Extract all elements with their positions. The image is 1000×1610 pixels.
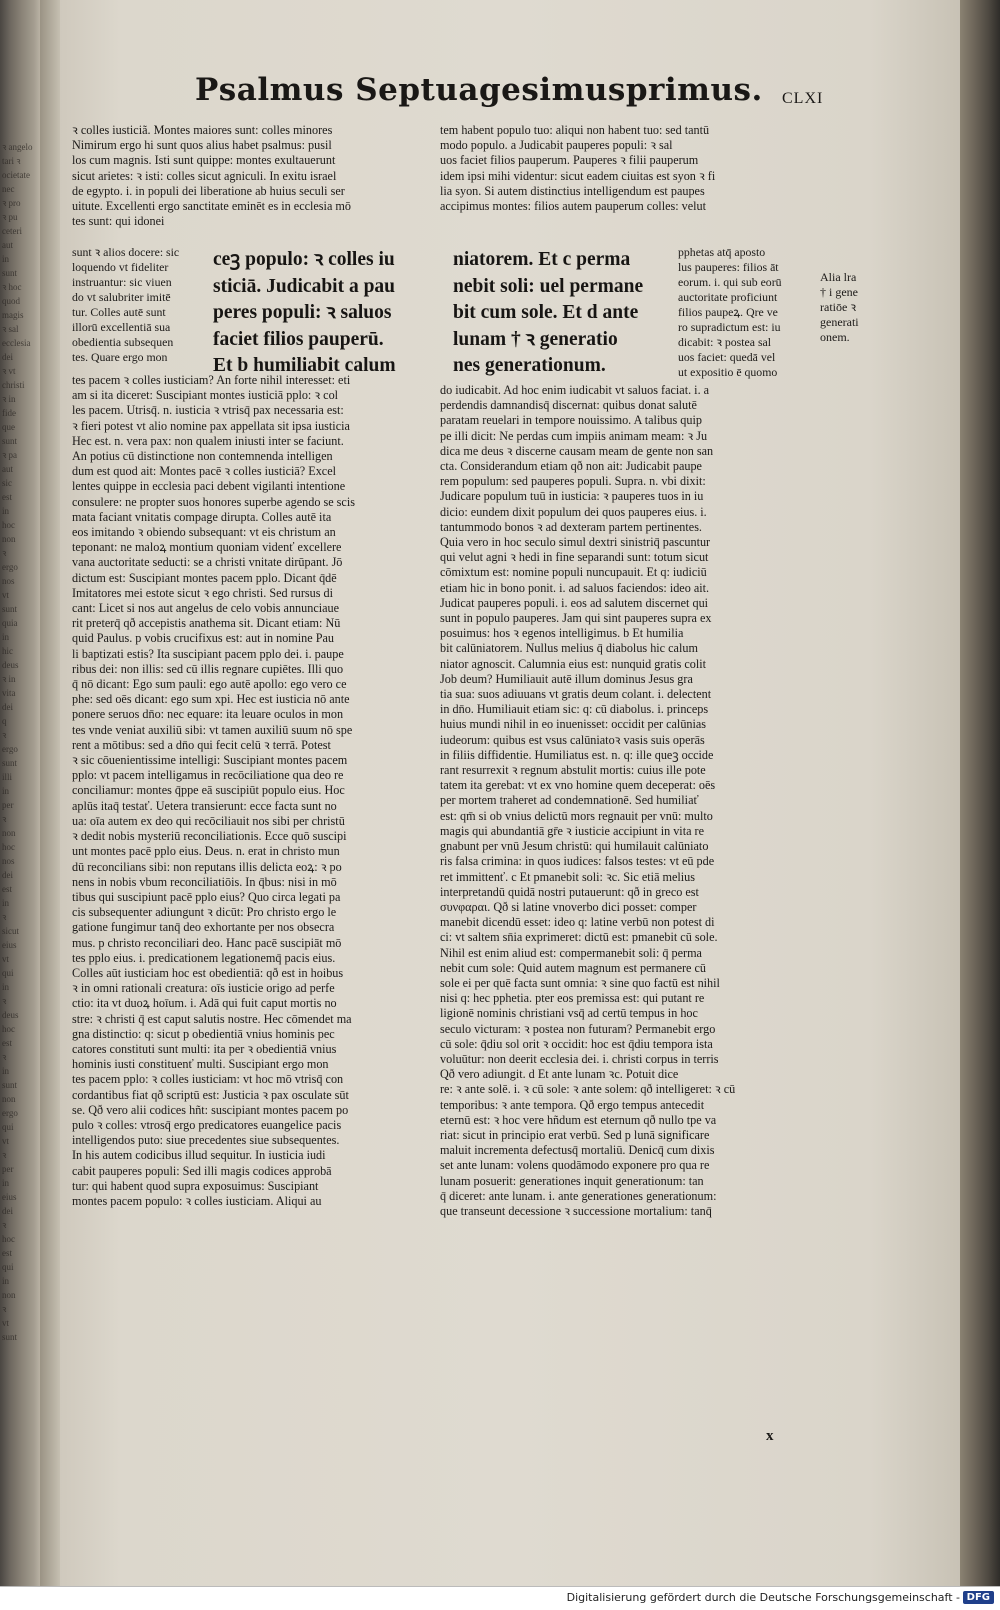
- prev-page-fragment: deus: [2, 1010, 19, 1020]
- text-line: † i gene: [820, 285, 858, 299]
- prev-page-fragment: non: [2, 1094, 16, 1104]
- text-line: onem.: [820, 330, 850, 344]
- right-column-commentary-top: [440, 123, 812, 245]
- text-line: modo populo. a Judicabit pauperes populi: ꝛ sal: [440, 138, 673, 153]
- prev-page-fragment: ꝛ: [2, 814, 7, 824]
- prev-page-fragment: aut: [2, 240, 13, 250]
- prev-page-fragment: ꝛ: [2, 1220, 7, 1230]
- text-line: rent a mōtibus: sed a dn̄o qui fecit celū ꝛ terrā. Potest: [72, 737, 331, 752]
- text-line: lunam posuerit: generationes inquit generationum: tan: [440, 1173, 704, 1188]
- left-column-commentary-side: [72, 245, 198, 373]
- prev-page-fragment: per: [2, 800, 14, 810]
- text-line: tes pacem ꝛ colles iusticiam? An forte nihil interesset: eti: [72, 373, 351, 387]
- text-line: dū reconcilians sibi: non reputans illis delicta eoꝝ: ꝛ po: [72, 859, 342, 874]
- text-line: pe illi dicit: Ne perdas cum impiis animam meam: ꝛ Ju: [440, 428, 708, 443]
- text-line: do iudicabit. Ad hoc enim iudicabit vt saluos faciat. i. a: [440, 383, 710, 397]
- prev-page-fragment: ergo: [2, 1108, 18, 1118]
- prev-page-fragment: est: [2, 1038, 12, 1048]
- folio-number: CLXI: [782, 90, 824, 107]
- prev-page-fragment: ꝛ pu: [2, 212, 18, 222]
- text-line: am si ita diceret: Suscipiant montes iusticiā pplo: ꝛ col: [72, 388, 339, 403]
- text-line: sunt ꝛ alios docere: sic: [72, 245, 180, 259]
- text-line: tes vnde veniat auxiliū sibi: vt tamen auxiliū suum nō spe: [72, 722, 353, 737]
- prev-page-fragment: in: [2, 786, 10, 796]
- text-line: Quia vero in hoc seculo simul dextri sinistriq̄ pascuntur: [440, 535, 711, 550]
- prev-page-fragment: non: [2, 1290, 16, 1300]
- text-line: se. Qð vero alii codices hñt: suscipiant montes pacem po: [72, 1102, 349, 1117]
- text-line: peres populi: ꝛ saluos: [213, 302, 392, 323]
- text-line: ratiōe ꝛ: [820, 300, 857, 314]
- text-line: niator agnoscit. Calumnia eius est: nunquid gratis colit: [440, 656, 707, 671]
- text-line: qui velut agni ꝛ hedi in fine separandi sunt: totum sicut: [440, 550, 709, 565]
- text-line: Nimirum ergo hi sunt quos alius habet psalmus: pusil: [72, 138, 332, 153]
- text-line: tem habent populo tuo: aliqui non habent tuo: sed tantū: [440, 123, 710, 137]
- prev-page-fragment: ꝛ pa: [2, 450, 18, 460]
- previous-page-text: [2, 140, 36, 1440]
- text-line: Nihil est enim aliud est: compermanebit soli: q̄ perma: [440, 945, 702, 960]
- text-line: les pacem. Utrisq̄. n. iusticia ꝛ vtrisq̄ pax necessaria est:: [72, 403, 344, 418]
- text-line: intelligendos puto: siue precedentes siue subsequentes.: [72, 1133, 340, 1148]
- text-line: Et b humiliabit calum: [213, 355, 396, 376]
- text-line: voluūtur: non deerit ecclesia dei. i. christi corpus in terris: [440, 1051, 719, 1066]
- text-line: gna distinctio: q: sicut p obedientiā vnius hominis pec: [72, 1026, 335, 1041]
- text-line: tatem ita gerebat: vt ex vno homine quem deceperat: oēs: [440, 778, 716, 793]
- prev-page-fragment: christi: [2, 380, 25, 390]
- text-line: nens in nobis vbum reconciliatiōis. In q̄bus: nisi in mō: [72, 874, 337, 889]
- text-line: ꝛ colles iusticiã. Montes maiores sunt: colles minores: [72, 123, 333, 137]
- text-line: do vt salubriter imitē: [72, 290, 171, 304]
- text-line: nisi q: hec pphetia. pter eos premissa est: qui putant re: [440, 991, 705, 1006]
- text-line: in dn̄o. Humiliauit etiam sic: q: cū diabolus. i. princeps: [440, 702, 709, 717]
- text-line: gnabunt per vnū Jesum christū: qui humilauit calūniato: [440, 839, 709, 854]
- text-line: ligionē nominis christiani vsq̄ ad certū tempus in hoc: [440, 1006, 698, 1021]
- text-line: uitute. Excellenti ergo sanctitate eminēt es in ecclesia mō: [72, 199, 351, 214]
- prev-page-fragment: illi: [2, 772, 13, 782]
- text-line: dictum est: Suscipiant montes pacem pplo. Dicant q̄dē: [72, 570, 337, 585]
- text-line: uos faciet: quedā vel: [678, 350, 776, 364]
- prev-page-fragment: ꝛ hoc: [2, 282, 22, 292]
- text-line: instruantur: sic viuen: [72, 275, 172, 289]
- text-line: unt montes pacē pplo eius. Deus. n. erat in christo mun: [72, 844, 340, 859]
- running-title: Psalmus Septuagesimusprimus.: [195, 72, 763, 108]
- text-line: cordantibus fiat qð scriptū est: Justicia ꝛ pax osculate sūt: [72, 1087, 349, 1102]
- text-line: tes pacem pplo: ꝛ colles iusticiam: vt hoc mō vtrisq̄ con: [72, 1072, 344, 1087]
- text-line: nes generationum.: [453, 355, 606, 376]
- page-stack-edge: [960, 0, 1000, 1586]
- prev-page-fragment: ꝛ: [2, 548, 7, 558]
- text-line: ribus dei: non illis: sed cū illis regnare cupiētes. Illi quo: [72, 661, 344, 676]
- prev-page-fragment: non: [2, 534, 16, 544]
- text-line: dicio: eundem dixit populum dei quos pauperes eius. i.: [440, 504, 707, 519]
- prev-page-fragment: non: [2, 828, 16, 838]
- text-line: cta. Considerandum etiam qð non ait: Judicabit paupe: [440, 459, 702, 474]
- text-line: riat: sicut in principio erat verbū. Sed p lunā significare: [440, 1127, 710, 1142]
- text-line: ro supradictum est: iu: [678, 320, 781, 334]
- prev-page-fragment: hic: [2, 646, 13, 656]
- text-line: cōmixtum est: nomine populi nuncupauit. Et q: iudiciū: [440, 565, 707, 580]
- prev-page-fragment: ꝛ: [2, 1304, 7, 1314]
- text-line: vana auctoritate seducti: se a christi vnitate dirūpant. Jō: [72, 555, 343, 570]
- text-line: gatione fungimur tanq̄ deo exhortante per nos obsecra: [72, 920, 335, 935]
- prev-page-fragment: per: [2, 1164, 14, 1174]
- text-line: manebit dicendū esset: ideo q: latine verbū non potest di: [440, 915, 715, 930]
- text-line: niatorem. Et c perma: [453, 249, 631, 270]
- text-line: dum est quod ait: Montes pacē ꝛ colles iusticiā? Excel: [72, 464, 337, 479]
- text-line: eternū est: ꝛ hoc vere hñdum est eternum qð nullo tpe va: [440, 1112, 717, 1127]
- text-line: de egypto. i. in populi dei liberatione ab huius seculi ser: [72, 183, 345, 198]
- left-column-commentary-bottom: [72, 373, 417, 1455]
- prev-page-fragment: dei: [2, 702, 13, 712]
- prev-page-fragment: eius: [2, 940, 17, 950]
- text-line: lus pauperes: filios āt: [678, 260, 779, 274]
- prev-page-fragment: in: [2, 898, 10, 908]
- prev-page-fragment: vt: [2, 1136, 10, 1146]
- text-line: etiam hic in bono ponit. i. ad saluos faciendos: ideo ait.: [440, 580, 710, 595]
- text-line: nebit cum sole: Quid autem magnum est permanere cū: [440, 960, 707, 975]
- text-line: Imitatores mei estote sicut ꝛ ego christi. Sed rursus di: [72, 585, 333, 600]
- prev-page-fragment: ꝛ pro: [2, 198, 21, 208]
- text-line: li baptizati estis? Ita suscipiant pacem pplo dei. i. paupe: [72, 646, 344, 661]
- prev-page-fragment: dei: [2, 1206, 13, 1216]
- prev-page-fragment: est: [2, 492, 12, 502]
- prev-page-fragment: qui: [2, 968, 14, 978]
- signature-mark: x: [766, 1428, 774, 1444]
- text-line: tantummodo bonos ꝛ ad dexteram partem pertinentes.: [440, 519, 702, 534]
- text-line: interpretandū quidā nostri putauerunt: qð in greco est: [440, 884, 699, 899]
- prev-page-fragment: ꝛ: [2, 1052, 7, 1062]
- text-line: tibus qui suscipiunt pacē pplo eius? Quo circa legati pa: [72, 889, 341, 904]
- text-line: consulere: ne propter suos honores superbe agendo se scis: [72, 494, 355, 509]
- prev-page-fragment: ꝛ in: [2, 674, 16, 684]
- text-line: tes. Quare ergo mon: [72, 350, 168, 364]
- text-line: tes pplo eius. i. predicationem legationemq̄ pacis eius.: [72, 950, 336, 965]
- prev-page-fragment: ꝛ: [2, 996, 7, 1006]
- prev-page-fragment: sunt: [2, 1332, 18, 1342]
- prev-page-fragment: deus: [2, 660, 19, 670]
- text-line: q̄ diceret: ante lunam. i. ante generationes generationum:: [440, 1188, 717, 1203]
- prev-page-fragment: in: [2, 1276, 10, 1286]
- text-line: ceꝫ populo: ꝛ colles iu: [213, 249, 395, 270]
- text-line: montes pacem populo: ꝛ colles iusticiam. Aliqui au: [72, 1193, 322, 1208]
- prev-page-fragment: in: [2, 506, 10, 516]
- prev-page-fragment: dei: [2, 870, 13, 880]
- prev-page-fragment: tari ꝛ: [2, 156, 21, 166]
- text-line: Qð vero adiungit. d Et ante lunam ꝛc. Potuit dice: [440, 1067, 679, 1082]
- text-line: ris falsa crimina: in quos iudices: falsos testes: vt eū pde: [440, 854, 715, 869]
- text-line: ꝛ sic cōuenientissime intelligi: Suscipiant montes pacem: [72, 753, 348, 768]
- text-line: tia sua: suos adiuuans vt gratis deum colant. i. delectent: [440, 687, 712, 702]
- text-line: teponant: ne maloꝝ montium quoniam videnť excellere: [72, 540, 342, 555]
- text-line: cū sole: q̄diu sol orit ꝛ occidit: hoc est q̄diu tempora ista: [440, 1036, 713, 1051]
- text-line: in filiis diffidentie. Humiliatus est. n. q: ille queꝫ occide: [440, 747, 714, 762]
- text-line: Hec est. n. vera pax: non qualem iniusti inter se faciunt.: [72, 433, 344, 448]
- text-line: illorū excellentiā sua: [72, 320, 171, 334]
- text-line: ua: oīa autem ex deo qui recōciliauit nos sibi per christū: [72, 813, 345, 828]
- text-line: q̄ nō dicant: Ego sum pauli: ego autē apollo: ego vero ce: [72, 677, 347, 692]
- prev-page-fragment: qui: [2, 1262, 14, 1272]
- text-line: bit calūniatorem. Nullus melius q̄ diabolus hic calum: [440, 641, 698, 656]
- text-line: re: ꝛ ante solē. i. ꝛ cū sole: ꝛ ante solem: qð intelligeret: ꝛ cū: [440, 1082, 736, 1097]
- text-line: ponere seruos dn̄o: nec equare: ita leuare oculos in mon: [72, 707, 344, 722]
- text-line: lentes quippe in ecclesia paci debent vigilanti intentione: [72, 479, 346, 494]
- text-line: lunam † ꝛ generatio: [453, 328, 618, 350]
- text-line: perdendis damnandisq̄ discernat: quibus donat salutē: [440, 398, 697, 413]
- text-line: quid Paulus. p vobis crucifixus est: aut in nomine Pau: [72, 631, 335, 646]
- prev-page-fragment: qui: [2, 1122, 14, 1132]
- text-line: generati: [820, 315, 859, 329]
- text-line: sole ei per quē facta sunt omnia: ꝛ sine quo factū est nihil: [440, 975, 720, 990]
- prev-page-fragment: vt: [2, 590, 10, 600]
- text-line: tes sunt: qui idonei: [72, 214, 165, 229]
- prev-page-fragment: nec: [2, 184, 15, 194]
- text-line: est: qm̄ si ob vnius delictū mors regnauit per vnū: multo: [440, 808, 713, 823]
- text-line: bit cum sole. Et d ante: [453, 302, 639, 323]
- text-line: eos imitando ꝛ obiendo subsequant: vt eis christum an: [72, 525, 336, 540]
- prev-page-fragment: dei: [2, 352, 13, 362]
- prev-page-fragment: quia: [2, 618, 18, 628]
- text-line: per mortem traheret ad condemnationē. Sed humiliať: [440, 793, 699, 808]
- prev-page-fragment: ꝛ sal: [2, 324, 19, 334]
- text-line: que transeunt decessione ꝛ successione mortalium: tanq̄: [440, 1203, 712, 1218]
- text-line: sticiā. Judicabit a pau: [213, 275, 396, 297]
- text-line: ꝛ fieri potest vt alio nomine pax appellata sit ipsa iusticia: [72, 418, 350, 433]
- text-line: ret immittenť. c Et pmanebit soli: ꝛc. Sic etiā melius: [440, 869, 696, 884]
- text-line: hominis iusti constituenť multi. Suscipiant ergo mon: [72, 1057, 329, 1072]
- text-line: cant: Licet si nos aut angelus de celo vobis annunciaue: [72, 601, 340, 616]
- text-line: lia syon. Si autem distinctius intelligendum est paupes: [440, 183, 705, 198]
- prev-page-fragment: sic: [2, 478, 12, 488]
- text-line: faciet filios pauperū.: [213, 328, 384, 350]
- prev-page-fragment: ꝛ in: [2, 394, 16, 404]
- prev-page-fragment: magis: [2, 310, 24, 320]
- text-line: accipimus montes: filios autem pauperum colles: velut: [440, 199, 707, 214]
- footer-credit: Digitalisierung gefördert durch die Deutsche Forschungsgemeinschaft -: [566, 1591, 960, 1604]
- prev-page-fragment: ergo: [2, 744, 18, 754]
- text-line: obedientia subsequen: [72, 335, 174, 349]
- text-line: pulo ꝛ colles: vtrosq̄ ergo predicatores euangelice pacis: [72, 1117, 342, 1132]
- prev-page-fragment: hoc: [2, 1234, 15, 1244]
- text-line: sicut arietes: ꝛ isti: colles sicut agniculi. In exitu israel: [72, 168, 337, 183]
- text-line: An potius cū distinctione non contemnenda intelligen: [72, 449, 333, 464]
- text-line: posuimus: hos ꝛ egenos intelligimus. b Et humilia: [440, 626, 684, 641]
- prev-page-fragment: sunt: [2, 1080, 18, 1090]
- prev-page-fragment: aut: [2, 464, 13, 474]
- text-line: filios paupeꝝ. Qre ve: [678, 305, 778, 319]
- prev-page-fragment: est: [2, 1248, 12, 1258]
- text-line: Job deum? Humiliauit autē illum dominus Jesus gra: [440, 671, 693, 686]
- prev-page-fragment: ꝛ: [2, 1150, 7, 1160]
- psalm-verse-right: [453, 247, 673, 379]
- prev-page-fragment: ꝛ: [2, 730, 7, 740]
- prev-page-fragment: hoc: [2, 842, 15, 852]
- text-line: dica me deus ꝛ discerne causam meam de gente non san: [440, 443, 714, 458]
- text-line: aplūs itaq̄ testať. Uetera transierunt: ecce facta sunt no: [72, 798, 337, 813]
- right-column-commentary-bottom: [440, 383, 812, 1433]
- prev-page-fragment: que: [2, 422, 15, 432]
- prev-page-fragment: nos: [2, 576, 15, 586]
- text-line: ꝛ in omni rationali creatura: oīs iusticie origo ad perfe: [72, 981, 335, 996]
- dfg-logo: DFG: [963, 1591, 994, 1604]
- text-line: ut expositio ē quomo: [678, 365, 778, 379]
- prev-page-fragment: eius: [2, 1192, 17, 1202]
- prev-page-fragment: in: [2, 254, 10, 264]
- text-line: Judicare populum tuū in iusticia: ꝛ pauperes tuos in iu: [440, 489, 704, 504]
- prev-page-fragment: vt: [2, 954, 10, 964]
- text-line: cabit pauperes populi: Sed illi magis codices approbā: [72, 1163, 332, 1178]
- prev-page-fragment: sunt: [2, 758, 18, 768]
- text-line: ctio: ita vt duoꝝ hoīum. i. Adā qui fuit caput mortis no: [72, 996, 337, 1011]
- text-line: maluit incrementa defectusq̄ mortaliū. Denicq̄ cum dixis: [440, 1143, 715, 1158]
- text-line: catores constituti sunt multi: ita per ꝛ obedientiā vnius: [72, 1041, 337, 1056]
- text-line: seculo victuram: ꝛ postea non futuram? Permanebit ergo: [440, 1021, 716, 1036]
- text-line: pplo: vt pacem intelligamus in recōciliatione qua deo re: [72, 768, 344, 783]
- text-line: loquendo vt fideliter: [72, 260, 169, 274]
- text-line: dicabit: ꝛ postea sal: [678, 335, 772, 349]
- text-line: rit preterq̄ qð accepistis anathema sit. Dicant etiam: Nū: [72, 616, 341, 631]
- prev-page-fragment: vt: [2, 1318, 10, 1328]
- text-line: In his autem codicibus illud sequitur. In iusticia iudi: [72, 1148, 326, 1163]
- prev-page-fragment: quod: [2, 296, 20, 306]
- prev-page-fragment: ꝛ angelo: [2, 142, 33, 152]
- text-line: tur: qui habent quod supra exposuimus: Suscipiant: [72, 1178, 319, 1193]
- prev-page-fragment: ꝛ vt: [2, 366, 16, 376]
- prev-page-fragment: q: [2, 716, 7, 726]
- text-line: mata faciant vnitatis compage dirupta. Colles autē ita: [72, 509, 332, 524]
- prev-page-fragment: in: [2, 1178, 10, 1188]
- prev-page-fragment: sicut: [2, 926, 19, 936]
- prev-page-fragment: ceteri: [2, 226, 22, 236]
- text-line: Alia lra: [820, 270, 857, 284]
- text-line: auctoritate proficiunt: [678, 290, 778, 304]
- book-gutter: [40, 0, 60, 1609]
- prev-page-fragment: ergo: [2, 562, 18, 572]
- text-line: ci: vt saltem sn̄ia exprimeret: dictū est: pmanebit cū sole.: [440, 930, 718, 945]
- text-line: Colles aūt iusticiam hoc est obedientiā: qð est in hoibus: [72, 965, 344, 980]
- text-line: cis subsequenter adiungunt ꝛ dicūt: Pro christo ergo le: [72, 905, 337, 920]
- prev-page-fragment: in: [2, 632, 10, 642]
- prev-page-fragment: in: [2, 1066, 10, 1076]
- prev-page-fragment: fide: [2, 408, 16, 418]
- text-line: pphetas atq̄ aposto: [678, 245, 766, 259]
- prev-page-fragment: hoc: [2, 1024, 15, 1034]
- text-line: huius mundi nihil in eo inuenisset: occidit per calūnias: [440, 717, 707, 732]
- text-line: los cum magnis. Isti sunt quippe: montes exultauerunt: [72, 153, 336, 168]
- text-line: idem ipsi mihi videntur: sicut eadem ciuitas est syon ꝛ fi: [440, 168, 716, 183]
- prev-page-fragment: sunt: [2, 604, 18, 614]
- prev-page-fragment: vita: [2, 688, 16, 698]
- text-line: uos faciet filios pauperum. Pauperes ꝛ filii pauperum: [440, 153, 699, 168]
- prev-page-fragment: ocietate: [2, 170, 30, 180]
- text-line: ꝛ dedit nobis mysteriū reconciliationis. Ecce quō suscipi: [72, 829, 347, 844]
- prev-page-fragment: sunt: [2, 268, 18, 278]
- text-line: paratam reuelari in tempore nouissimo. A talibus quip: [440, 413, 702, 428]
- prev-page-fragment: ꝛ: [2, 912, 7, 922]
- prev-page-fragment: in: [2, 982, 10, 992]
- text-line: tur. Colles autē sunt: [72, 305, 166, 319]
- text-line: stre: ꝛ christi q̄ est caput salutis nostre. Hec cōmendet ma: [72, 1011, 352, 1026]
- footer-bar: [0, 1586, 1000, 1610]
- text-line: iudeorum: quibus est vsus calūniatoꝛ vasis suis operās: [440, 732, 705, 747]
- left-column-commentary-top: [72, 123, 417, 245]
- text-line: set ante lunam: volens quodāmodo exponere pro qua re: [440, 1158, 710, 1173]
- text-line: eorum. i. qui sub eorū: [678, 275, 782, 289]
- marginal-note: [820, 270, 876, 345]
- psalm-verse-left: [213, 247, 420, 379]
- prev-page-fragment: hoc: [2, 520, 15, 530]
- text-line: συνφαραι. Qð si latine vnoverbo dici posset: comper: [440, 899, 697, 914]
- text-line: rant resurrexit ꝛ regnum abstulit mortis: cuius ille pote: [440, 763, 706, 778]
- text-line: Judicat pauperes populi. i. eos ad salutem discernet qui: [440, 595, 709, 610]
- prev-page-fragment: sunt: [2, 436, 18, 446]
- text-line: temporibus: ꝛ ante tempora. Qð ergo tempus antecedit: [440, 1097, 705, 1112]
- prev-page-fragment: est: [2, 884, 12, 894]
- text-line: sunt in populo pauperes. Jam qui sint pauperes supra ex: [440, 611, 712, 626]
- text-line: nebit soli: uel permane: [453, 275, 644, 297]
- prev-page-fragment: ecclesia: [2, 338, 31, 348]
- text-line: rem populum: sed pauperes populi. Supra. n. vbi dixit:: [440, 474, 706, 489]
- text-line: mus. p christo reconciliari deo. Hanc pacē suscipiāt mō: [72, 935, 342, 950]
- text-line: magis qui abundantiā gr̄e ꝛ iusticie accipiunt in vita re: [440, 823, 705, 838]
- text-line: conciliamur: montes q̄ppe eā suscipiūt populo eius. Hoc: [72, 783, 345, 798]
- right-column-commentary-side: [678, 245, 812, 381]
- text-line: phe: sed oēs dicant: ego sum xpi. Hec est iusticia nō ante: [72, 692, 350, 707]
- prev-page-fragment: nos: [2, 856, 15, 866]
